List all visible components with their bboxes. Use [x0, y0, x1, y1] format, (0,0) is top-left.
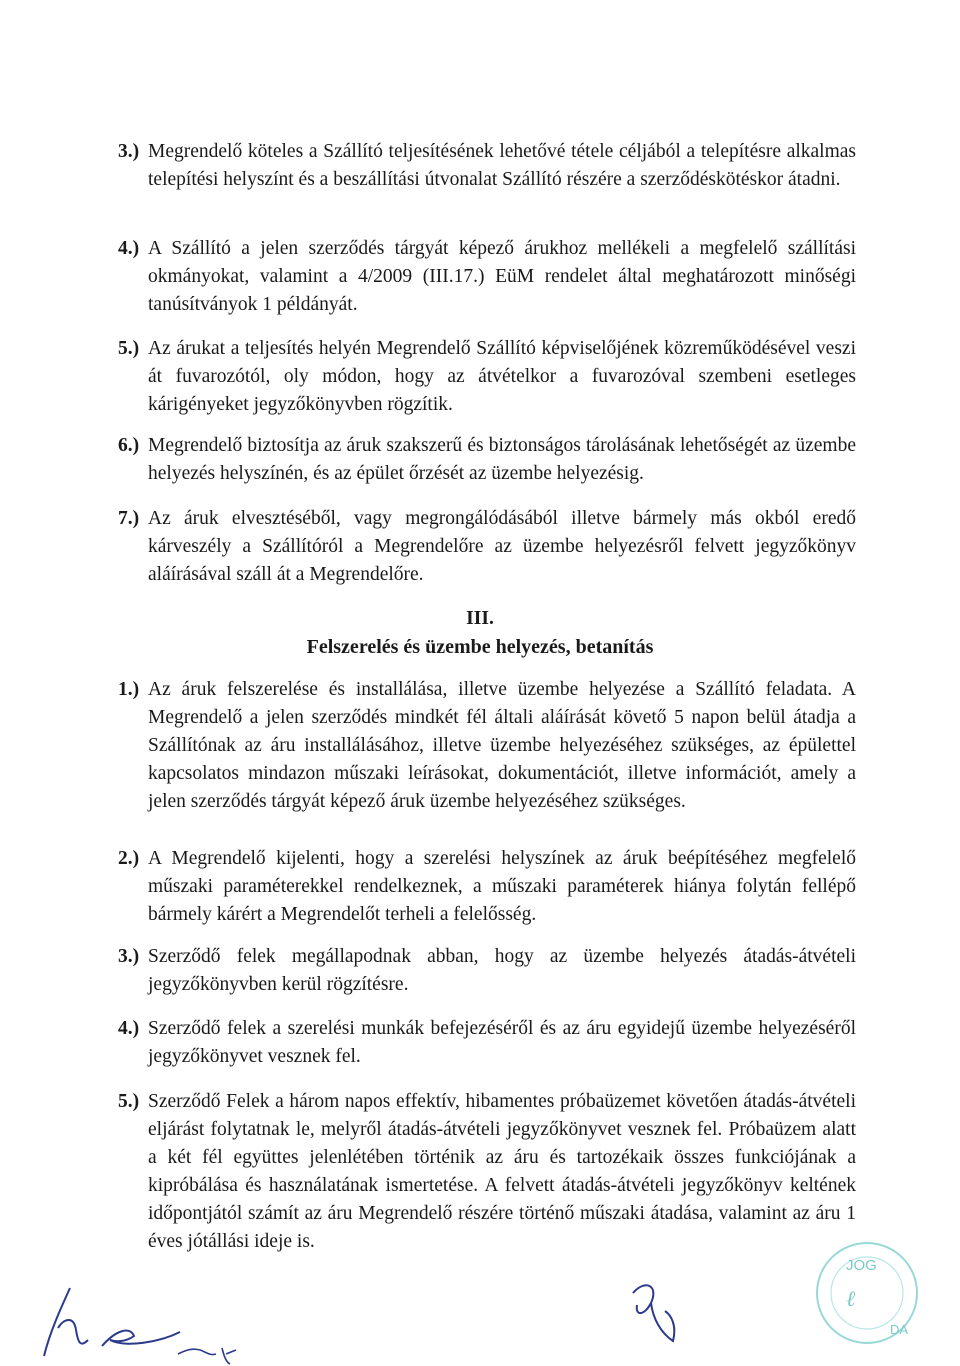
- section-title: Felszerelés és üzembe helyezés, betanítás: [306, 636, 654, 658]
- clause-text: Az áruk elvesztéséből, vagy megrongálódásából illetve bármely más okból eredő kárveszély a Szállítóról a Megrendelőre az üzembe helyezésről felvett jegyzőkönyv aláírásával száll át a Megrendelőre.: [148, 508, 856, 585]
- clause-number: 3.): [118, 946, 140, 967]
- clause-number: 2.): [118, 848, 140, 869]
- clause-text: Megrendelő biztosítja az áruk szakszerű és biztonságos tárolásának lehetőségét az üzembe helyezés helyszínén, és az épület őrzését az üzembe helyezésig.: [148, 435, 856, 484]
- clause-number: 5.): [118, 1091, 140, 1112]
- clause-number: 1.): [118, 679, 140, 700]
- clause-4: [118, 235, 856, 319]
- clause-iii-5: [118, 1088, 856, 1256]
- clause-number: 3.): [118, 141, 140, 162]
- clause-iii-3: [118, 943, 856, 999]
- stamp-seal: [812, 1238, 922, 1348]
- clause-number: 7.): [118, 508, 140, 529]
- clause-text: Szerződő felek a szerelési munkák befejezéséről és az áru egyidejű üzembe helyezéséről jegyzőkönyvet vesznek fel.: [148, 1018, 856, 1067]
- clause-number: 4.): [118, 238, 140, 259]
- clause-text: Szerződő Felek a három napos effektív, hibamentes próbaüzemet követően átadás-átvételi eljárást folytatnak le, melyről átadás-átvételi jegyzőkönyvet vesznek fel. Próbaüzem alatt a két fél együttes jelenlétében történik az áru és tartozékaik összes funkciójának a kipróbálása és használatának ismertetése. A felvett átadás-átvételi jegyzőkönyv keltének időpontjától számít az áru Megrendelő részére történő műszaki átadása, valamint az áru 1 éves jótállási ideje is.: [148, 1091, 856, 1252]
- svg-text:JOG: JOG: [846, 1257, 877, 1274]
- clause-text: Az árukat a teljesítés helyén Megrendelő Szállító képviselőjének közreműködésével veszi át fuvarozótól, oly módon, hogy az átvételkor a fuvarozóval szembeni esetleges kárigényeket jegyzőkönyvben rögzítik.: [148, 338, 856, 415]
- svg-text:DA: DA: [890, 1322, 909, 1337]
- section-number: III.: [466, 608, 494, 629]
- clause-iii-2: [118, 845, 856, 929]
- handwritten-initial-middle: [615, 1275, 695, 1355]
- clause-text: Megrendelő köteles a Szállító teljesítésének lehetővé tétele céljából a telepítésre alkalmas telepítési helyszínt és a beszállítási útvonalat Szállító részére a szerződéskötéskor átadni.: [148, 141, 856, 190]
- handwritten-signature-left: [30, 1270, 270, 1366]
- clause-iii-4: [118, 1015, 856, 1071]
- clause-7: [118, 505, 856, 589]
- clause-number: 4.): [118, 1018, 140, 1039]
- clause-text: Az áruk felszerelése és installálása, illetve üzembe helyezése a Szállító feladata. A Megrendelő a jelen szerződés mindkét fél általi aláírását követő 5 napon belül átadja a Szállítónak az áru installálásához, illetve üzembe helyezéséhez szükséges, az épülettel kapcsolatos mindazon műszaki leírásokat, dokumentációt, illetve információt, amely a jelen szerződés tárgyát képező áruk üzembe helyezéséhez szükséges.: [148, 679, 856, 812]
- clause-iii-1: [118, 676, 856, 816]
- clause-3: [118, 138, 856, 194]
- clause-5: [118, 335, 856, 419]
- clause-number: 6.): [118, 435, 140, 456]
- clause-text: A Megrendelő kijelenti, hogy a szerelési helyszínek az áruk beépítéséhez megfelelő műszaki paraméterekkel rendelkeznek, a műszaki paraméterek hiánya folytán fellépő bármely kárért a Megrendelőt terheli a felelősség.: [148, 848, 856, 925]
- svg-text:ℓ: ℓ: [846, 1286, 856, 1311]
- clause-text: Szerződő felek megállapodnak abban, hogy az üzembe helyezés átadás-átvételi jegyzőkönyvben kerül rögzítésre.: [148, 946, 856, 995]
- clause-6: [118, 432, 856, 488]
- clause-text: A Szállító a jelen szerződés tárgyát képező árukhoz mellékeli a megfelelő szállítási okmányokat, valamint a 4/2009 (III.17.) EüM rendelet által meghatározott minőségi tanúsítványok 1 példányát.: [148, 238, 856, 315]
- clause-number: 5.): [118, 338, 140, 359]
